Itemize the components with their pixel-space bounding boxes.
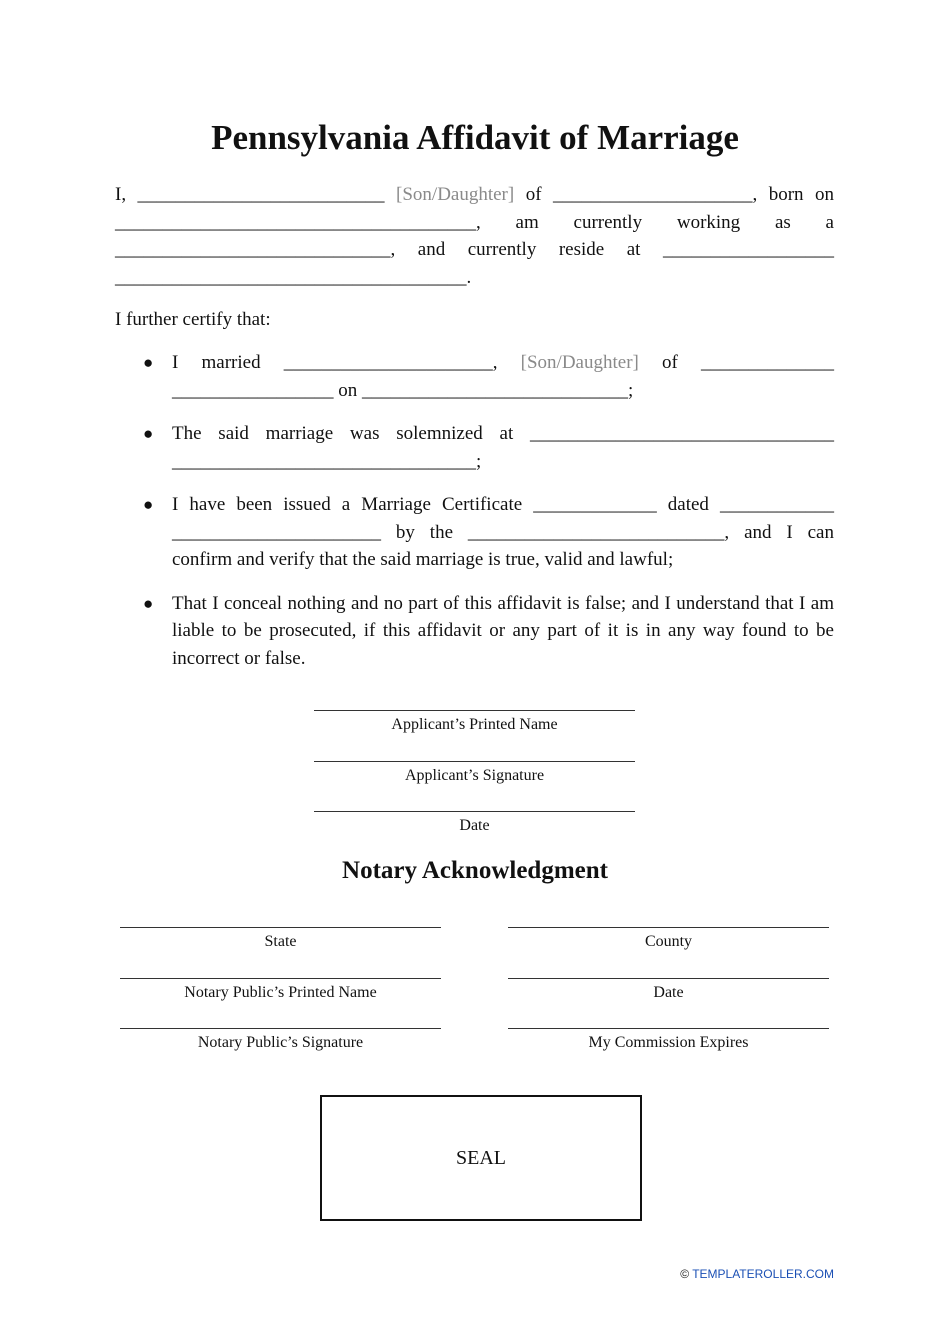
role-placeholder: [Son/Daughter] — [396, 184, 515, 205]
list-item — [115, 349, 834, 404]
notary-date-field[interactable] — [508, 978, 829, 1003]
certify-heading: I further certify that: — [115, 309, 271, 330]
commission-expires-label: My Commission Expires — [588, 1034, 749, 1051]
notary-printed-name-label: Notary Public’s Printed Name — [184, 984, 377, 1001]
intro-text-end: of _____________________, born on ______________________________________, am currently working as a _____________________________, and currently reside at __________________ _____________________________________. — [115, 184, 834, 288]
applicant-signature-field[interactable] — [314, 761, 635, 786]
commission-expires-field[interactable] — [508, 1028, 829, 1053]
bullet-icon: ● — [143, 593, 154, 613]
applicant-printed-name-label: Applicant’s Printed Name — [391, 716, 558, 733]
certificate-text: I have been issued a Marriage Certificate _____________ dated ____________ ______________________ by the ___________________________, and I can confirm and verify that the said marriage is true, valid and lawful; — [172, 494, 834, 570]
document-title: Pennsylvania Affidavit of Marriage — [211, 118, 739, 157]
notary-printed-name-field[interactable] — [120, 978, 441, 1003]
applicant-date-field[interactable] — [314, 811, 635, 836]
list-item — [115, 590, 834, 673]
notary-state-field[interactable] — [120, 927, 441, 952]
notary-signature-field[interactable] — [120, 1028, 441, 1053]
notary-heading: Notary Acknowledgment — [342, 857, 608, 884]
applicant-signature-label: Applicant’s Signature — [404, 767, 545, 784]
applicant-date-label: Date — [459, 817, 490, 834]
bullet-icon: ● — [143, 495, 154, 514]
seal-label: SEAL — [456, 1146, 506, 1169]
copyright-icon: © — [680, 1267, 690, 1281]
signature-line — [314, 811, 635, 812]
bullet-icon: ● — [143, 424, 154, 443]
intro-text-start: I, __________________________ — [115, 184, 397, 205]
list-item — [115, 420, 834, 475]
notary-county-label: County — [644, 933, 693, 950]
married-text-end: of ______________ _________________ on ____________________________; — [172, 352, 835, 401]
signature-line — [314, 710, 635, 711]
married-text-start: I married ______________________, — [172, 352, 521, 373]
solemnized-text: The said marriage was solemnized at ________________________________ ________________________________; — [172, 423, 834, 472]
conceal-text: That I conceal nothing and no part of this affidavit is false; and I understand that I am liable to be prosecuted, if this affidavit or any part of it is in any way found to be incorrect or false. — [172, 592, 834, 669]
signature-line — [314, 761, 635, 762]
signature-line — [508, 978, 829, 979]
bullet-icon: ● — [143, 353, 154, 372]
footer-link[interactable]: TEMPLATEROLLER.COM — [692, 1267, 834, 1281]
notary-signature-label: Notary Public’s Signature — [197, 1034, 364, 1051]
notary-date-label: Date — [653, 984, 684, 1001]
applicant-intro-paragraph — [115, 181, 834, 291]
applicant-printed-name-field[interactable] — [314, 710, 635, 735]
signature-line — [508, 927, 829, 928]
certification-list — [115, 349, 834, 688]
signature-line — [120, 978, 441, 979]
spouse-role-placeholder: [Son/Daughter] — [520, 352, 639, 373]
signature-line — [120, 1028, 441, 1029]
signature-line — [120, 927, 441, 928]
notary-state-label: State — [264, 933, 297, 950]
notary-county-field[interactable] — [508, 927, 829, 952]
signature-line — [508, 1028, 829, 1029]
footer-credit — [680, 1267, 834, 1281]
seal-box — [320, 1095, 642, 1221]
list-item — [115, 491, 834, 574]
